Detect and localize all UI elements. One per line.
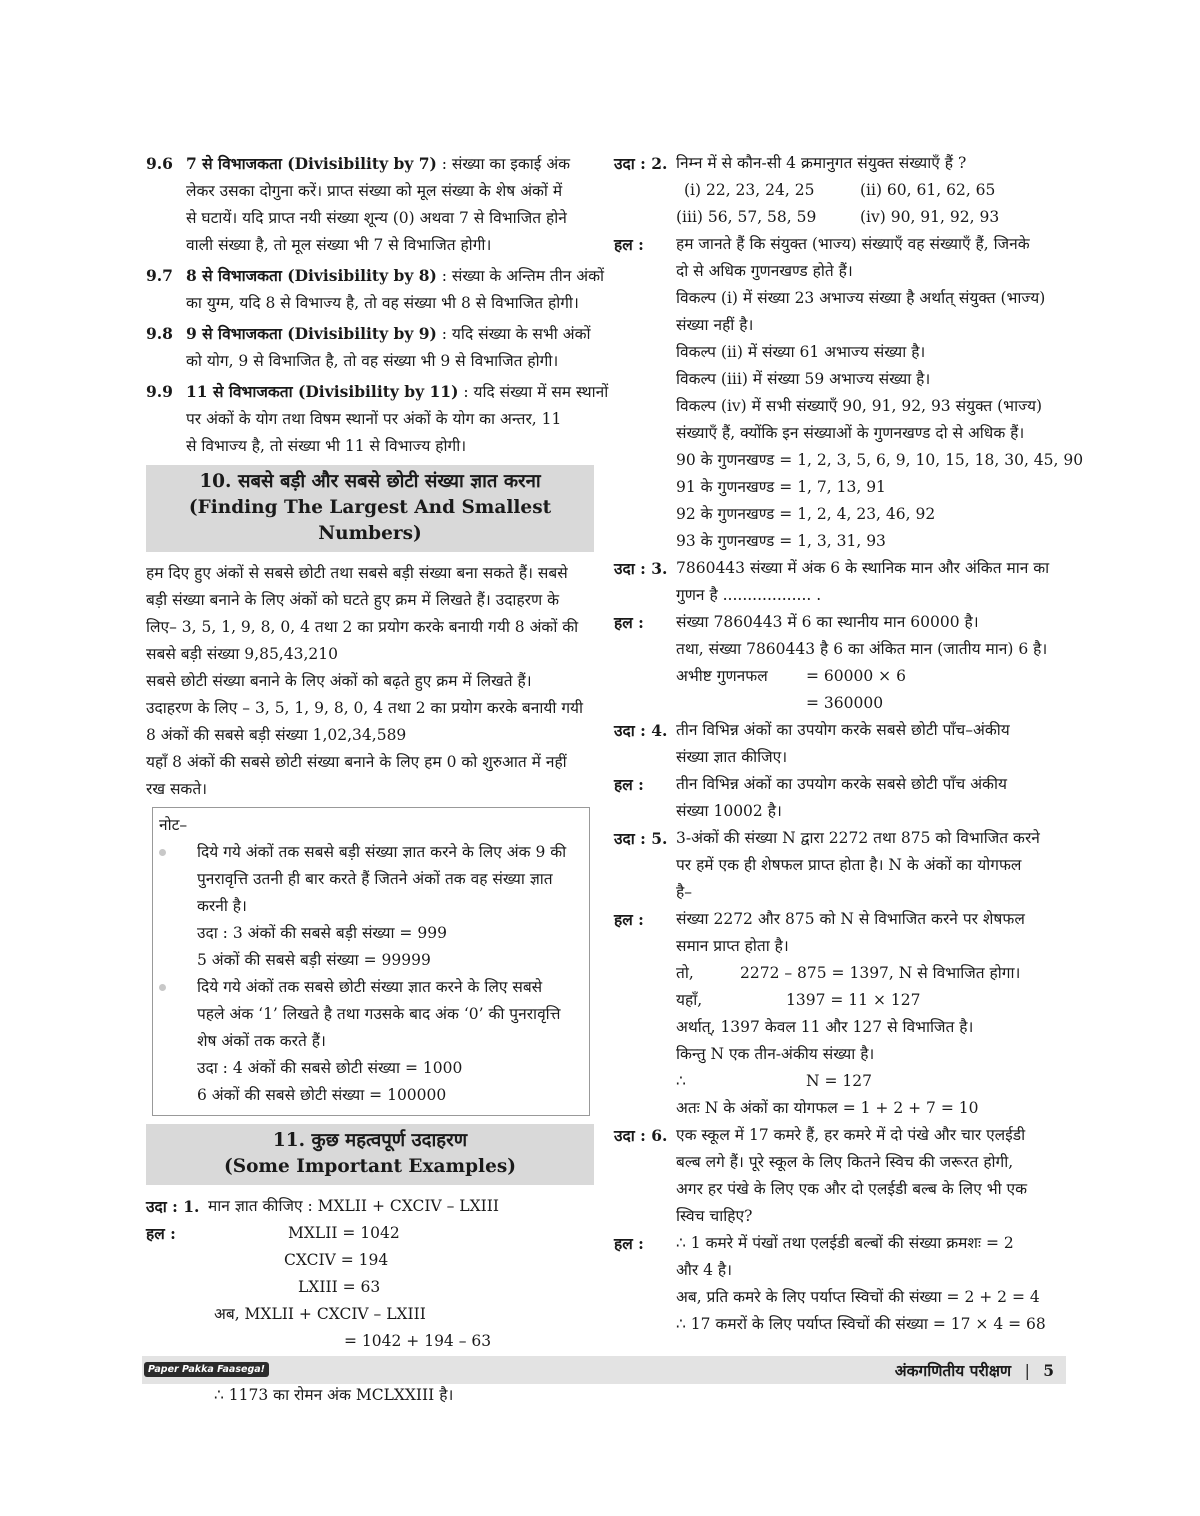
example-4 bbox=[614, 717, 1064, 771]
solution-text: 91 के गुणनखण्ड = 1, 7, 13, 91 bbox=[676, 478, 886, 496]
example-label: उदा : 1. bbox=[146, 1197, 200, 1216]
example-label: उदा : 5. bbox=[614, 829, 668, 848]
section-text: : यदि संख्या के सभी अंकों bbox=[436, 325, 591, 343]
heading-10-english: (Finding The Largest And Smallest Numbers) bbox=[188, 497, 552, 544]
section-number: 9.8 bbox=[146, 324, 173, 343]
solution-text: संख्याएँ हैं, क्योंकि इन संख्याओं के गुणनखण्ड दो से अधिक हैं। bbox=[676, 424, 1025, 442]
bullet-icon bbox=[159, 984, 166, 991]
solution-4 bbox=[614, 771, 1064, 825]
section-number: 9.7 bbox=[146, 266, 173, 285]
note-text: दिये गये अंकों तक सबसे छोटी संख्या ज्ञात करने के लिए सबसे bbox=[197, 978, 543, 996]
solution-text: समान प्राप्त होता है। bbox=[676, 937, 789, 955]
solution-text: हम जानते हैं कि संयुक्त (भाज्य) संख्याएँ वह संख्याएँ हैं, जिनके bbox=[676, 235, 1030, 253]
footer-title bbox=[895, 1359, 1054, 1381]
solution-text: अर्थात्, 1397 केवल 11 और 127 से विभाजित है। bbox=[676, 1018, 974, 1036]
example-label: उदा : 3. bbox=[614, 559, 668, 578]
solution-text: यहाँ, bbox=[676, 991, 703, 1009]
section-number: 9.6 bbox=[146, 154, 173, 173]
solution-step: अब, MXLII + CXCIV – LXIII bbox=[214, 1305, 426, 1323]
heading-10 bbox=[146, 465, 594, 552]
note-title: नोट– bbox=[159, 816, 188, 834]
solution-text: दो से अधिक गुणनखण्ड होते हैं। bbox=[676, 262, 853, 280]
note-text: शेष अंकों तक करते हैं। bbox=[197, 1032, 326, 1050]
note-bullet bbox=[153, 974, 589, 1109]
example-question: 7860443 संख्या में अंक 6 के स्थानिक मान और अंकित मान का bbox=[676, 559, 1050, 577]
section-text: पर अंकों के योग तथा विषम स्थानों पर अंकों के योग का अन्तर, 11 bbox=[186, 410, 562, 428]
left-column bbox=[146, 150, 609, 1409]
solution-2 bbox=[614, 231, 1084, 555]
footer-separator: | bbox=[1024, 1362, 1030, 1380]
paragraph-line: लिए– 3, 5, 1, 9, 8, 0, 4 तथा 2 का प्रयोग करके बनायी गयी 8 अंकों की bbox=[146, 618, 579, 636]
option: (i) 22, 23, 24, 25 bbox=[684, 181, 815, 199]
heading-11-hindi: 11. कुछ महत्वपूर्ण उदाहरण bbox=[272, 1130, 468, 1151]
solution-5 bbox=[614, 906, 1064, 1122]
example-question: निम्न में से कौन-सी 4 क्रमानुगत संयुक्त संख्याएँ हैं ? bbox=[676, 154, 967, 172]
example-5 bbox=[614, 825, 1064, 906]
solution-text: विकल्प (iv) में सभी संख्याएँ 90, 91, 92, 93 संयुक्त (भाज्य) bbox=[676, 397, 1042, 415]
example-question: अगर हर पंखे के लिए एक और दो एलईडी बल्ब के लिए भी एक bbox=[676, 1180, 1028, 1198]
example-6 bbox=[614, 1122, 1064, 1230]
heading-11 bbox=[146, 1124, 594, 1185]
paragraph-line: सबसे छोटी संख्या बनाने के लिए अंकों को बढ़ते हुए क्रम में लिखते हैं। bbox=[146, 672, 532, 690]
paragraph-line: यहाँ 8 अंकों की सबसे छोटी संख्या बनाने के लिए हम 0 को शुरुआत में नहीं bbox=[146, 753, 567, 771]
note-box bbox=[152, 807, 590, 1116]
solution-text: किन्तु N एक तीन-अंकीय संख्या है। bbox=[676, 1045, 875, 1063]
solution-text: N = 127 bbox=[806, 1072, 872, 1090]
section-heading: 9 से विभाजकता (Divisibility by 9) bbox=[186, 324, 437, 343]
solution-step: LXIII = 63 bbox=[298, 1278, 381, 1296]
solution-label: हल : bbox=[614, 1234, 644, 1253]
example-question: 3-अंकों की संख्या N द्वारा 2272 तथा 875 को विभाजित करने bbox=[676, 829, 1040, 847]
solution-text: 92 के गुणनखण्ड = 1, 2, 4, 23, 46, 92 bbox=[676, 505, 936, 523]
example-question: है– bbox=[676, 883, 692, 901]
solution-text: 90 के गुणनखण्ड = 1, 2, 3, 5, 6, 9, 10, 15, 18, 30, 45, 90 bbox=[676, 451, 1084, 469]
option: (iv) 90, 91, 92, 93 bbox=[860, 208, 1000, 226]
note-example: 6 अंकों की सबसे छोटी संख्या = 100000 bbox=[197, 1086, 447, 1104]
note-text: पुनरावृत्ति उतनी ही बार करते हैं जितने अंकों तक वह संख्या ज्ञात bbox=[197, 870, 553, 888]
example-question: स्विच चाहिए? bbox=[676, 1207, 753, 1225]
solution-text: और 4 है। bbox=[676, 1261, 733, 1279]
example-question: एक स्कूल में 17 कमरे हैं, हर कमरे में दो पंखे और चार एलईडी bbox=[676, 1126, 1026, 1144]
solution-text: तीन विभिन्न अंकों का उपयोग करके सबसे छोटी पाँच अंकीय bbox=[676, 775, 1007, 793]
example-question: तीन विभिन्न अंकों का उपयोग करके सबसे छोटी पाँच–अंकीय bbox=[676, 721, 1010, 739]
note-text: दिये गये अंकों तक सबसे बड़ी संख्या ज्ञात करने के लिए अंक 9 की bbox=[197, 843, 567, 861]
example-3 bbox=[614, 555, 1064, 609]
section-text: से विभाज्य है, तो संख्या भी 11 से विभाज्य होगी। bbox=[186, 437, 467, 455]
publisher-logo: Paper Pakka Faasega! bbox=[144, 1362, 269, 1377]
options-row bbox=[614, 177, 1064, 204]
section-10-body bbox=[146, 560, 594, 803]
solution-text: ∴ 1 कमरे में पंखों तथा एलईडी बल्बों की संख्या क्रमशः = 2 bbox=[676, 1234, 1014, 1252]
example-question: बल्ब लगे हैं। पूरे स्कूल के लिए कितने स्विच की जरूरत होगी, bbox=[676, 1153, 1014, 1171]
option: (ii) 60, 61, 62, 65 bbox=[860, 181, 996, 199]
solution-text: संख्या नहीं है। bbox=[676, 316, 754, 334]
solution-label: हल : bbox=[614, 775, 644, 794]
section-text: से घटायें। यदि प्राप्त नयी संख्या शून्य (0) अथवा 7 से विभाजित होने bbox=[186, 209, 567, 227]
example-question: मान ज्ञात कीजिए : MXLII + CXCIV – LXIII bbox=[208, 1197, 499, 1215]
section-heading: 8 से विभाजकता (Divisibility by 8) bbox=[186, 266, 437, 285]
note-text: करनी है। bbox=[197, 897, 247, 915]
options-row bbox=[614, 204, 1064, 231]
solution-step: CXCIV = 194 bbox=[284, 1251, 389, 1269]
paragraph-line: बड़ी संख्या बनाने के लिए अंकों को घटते हुए क्रम में लिखते हैं। उदाहरण के bbox=[146, 591, 560, 609]
solution-label: हल : bbox=[146, 1224, 176, 1243]
section-text: लेकर उसका दोगुना करें। प्राप्त संख्या को मूल संख्या के शेष अंकों में bbox=[186, 182, 563, 200]
section-number: 9.9 bbox=[146, 382, 173, 401]
example-label: उदा : 4. bbox=[614, 721, 668, 740]
option: (iii) 56, 57, 58, 59 bbox=[676, 208, 817, 226]
section-text: का युग्म, यदि 8 से विभाज्य है, तो वह संख्या भी 8 से विभाजित होगी। bbox=[186, 294, 579, 312]
note-text: पहले अंक ‘1’ लिखते है तथा गउसके बाद अंक ‘0’ की पुनरावृत्ति bbox=[197, 1005, 561, 1023]
book-title: अंकगणितीय परीक्षण bbox=[894, 1361, 1012, 1380]
solution-text: 93 के गुणनखण्ड = 1, 3, 31, 93 bbox=[676, 532, 886, 550]
solution-label: हल : bbox=[614, 910, 644, 929]
section-text: : यदि संख्या में सम स्थानों bbox=[458, 383, 609, 401]
paragraph-line: सबसे बड़ी संख्या 9,85,43,210 bbox=[146, 645, 338, 663]
solution-3 bbox=[614, 609, 1064, 717]
example-label: उदा : 2. bbox=[614, 154, 668, 173]
solution-text: तथा, संख्या 7860443 है 6 का अंकित मान (जातीय मान) 6 है। bbox=[676, 640, 1048, 658]
paragraph-line: उदाहरण के लिए – 3, 5, 1, 9, 8, 0, 4 तथा 2 का प्रयोग करके बनायी गयी bbox=[146, 699, 584, 717]
solution-text: ∴ 17 कमरों के लिए पर्याप्त स्विचों की संख्या = 17 × 4 = 68 bbox=[676, 1315, 1046, 1333]
solution-text: अब, प्रति कमरे के लिए पर्याप्त स्विचों की संख्या = 2 + 2 = 4 bbox=[676, 1288, 1040, 1306]
solution-label: हल : bbox=[614, 235, 644, 254]
solution-text: अतः N के अंकों का योगफल = 1 + 2 + 7 = 10 bbox=[676, 1099, 979, 1117]
solution-text: संख्या 2272 और 875 को N से विभाजित करने पर शेषफल bbox=[676, 910, 1025, 928]
solution-step: ∴ 1173 का रोमन अंक MCLXXIII है। bbox=[214, 1386, 454, 1404]
heading-10-hindi: 10. सबसे बड़ी और सबसे छोटी संख्या ज्ञात करना bbox=[199, 471, 541, 492]
therefore-icon: ∴ bbox=[676, 1072, 686, 1090]
note-bullet bbox=[153, 839, 589, 974]
solution-text: 1397 = 11 × 127 bbox=[786, 991, 921, 1009]
section-text: : संख्या के अन्तिम तीन अंकों bbox=[436, 267, 605, 285]
example-question: पर हमें एक ही शेषफल प्राप्त होता है। N के अंकों का योगफल bbox=[676, 856, 1022, 874]
note-example: उदा : 4 अंकों की सबसे छोटी संख्या = 1000 bbox=[197, 1059, 463, 1077]
solution-text: विकल्प (i) में संख्या 23 अभाज्य संख्या है अर्थात् संयुक्त (भाज्य) bbox=[676, 289, 1046, 307]
solution-text: = 60000 × 6 bbox=[806, 667, 906, 685]
solution-text: तो, bbox=[676, 964, 694, 982]
paragraph-line: रख सकते। bbox=[146, 780, 208, 798]
note-example: उदा : 3 अंकों की सबसे बड़ी संख्या = 999 bbox=[197, 924, 447, 942]
solution-6 bbox=[614, 1230, 1064, 1338]
section-heading: 7 से विभाजकता (Divisibility by 7) bbox=[186, 154, 437, 173]
bullet-icon bbox=[159, 849, 166, 856]
solution-text: = 360000 bbox=[806, 694, 884, 712]
page-footer bbox=[142, 1356, 1066, 1384]
solution-label: हल : bbox=[614, 613, 644, 632]
right-column bbox=[614, 150, 1084, 1338]
solution-step: = 1042 + 194 – 63 bbox=[344, 1332, 492, 1350]
section-heading: 11 से विभाजकता (Divisibility by 11) bbox=[186, 382, 459, 401]
example-question: गुणन है .................. . bbox=[676, 586, 822, 604]
solution-text: संख्या 10002 है। bbox=[676, 802, 782, 820]
section-9-6 bbox=[146, 150, 594, 259]
paragraph-line: हम दिए हुए अंकों से सबसे छोटी तथा सबसे बड़ी संख्या बना सकते हैं। सबसे bbox=[146, 564, 568, 582]
section-9-7 bbox=[146, 262, 605, 317]
solution-text: 2272 – 875 = 1397, N से विभाजित होगा। bbox=[740, 964, 1021, 982]
section-9-8 bbox=[146, 320, 594, 375]
section-9-9 bbox=[146, 378, 609, 460]
solution-step: MXLII = 1042 bbox=[288, 1224, 400, 1242]
example-question: संख्या ज्ञात कीजिए। bbox=[676, 748, 788, 766]
example-1 bbox=[146, 1193, 594, 1220]
paragraph-line: 8 अंकों की सबसे बड़ी संख्या 1,02,34,589 bbox=[146, 726, 407, 744]
example-label: उदा : 6. bbox=[614, 1126, 668, 1145]
solution-text: विकल्प (ii) में संख्या 61 अभाज्य संख्या है। bbox=[676, 343, 926, 361]
heading-11-english: (Some Important Examples) bbox=[223, 1156, 517, 1177]
solution-text: विकल्प (iii) में संख्या 59 अभाज्य संख्या है। bbox=[676, 370, 931, 388]
example-2 bbox=[614, 150, 1064, 177]
note-example: 5 अंकों की सबसे बड़ी संख्या = 99999 bbox=[197, 951, 431, 969]
section-text: वाली संख्या है, तो मूल संख्या भी 7 से विभाजित होगी। bbox=[186, 236, 492, 254]
section-text: : संख्या का इकाई अंक bbox=[436, 155, 571, 173]
page-number: 5 bbox=[1043, 1361, 1054, 1380]
section-text: को योग, 9 से विभाजित है, तो वह संख्या भी 9 से विभाजित होगी। bbox=[186, 352, 559, 370]
solution-text: अभीष्ट गुणनफल bbox=[676, 667, 768, 685]
solution-text: संख्या 7860443 में 6 का स्थानीय मान 60000 है। bbox=[676, 613, 979, 631]
